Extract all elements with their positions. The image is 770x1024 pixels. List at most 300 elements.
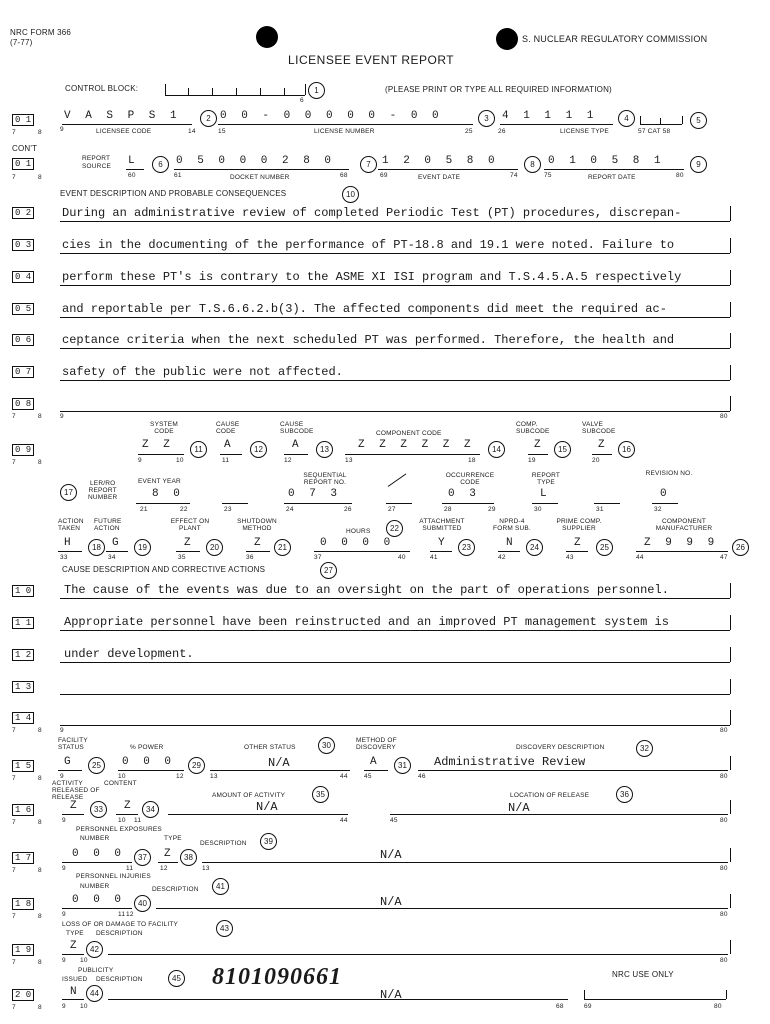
field-number-circle: 17 — [60, 484, 77, 501]
method-label: METHOD OF DISCOVERY — [356, 737, 397, 751]
report-type-value: L — [540, 488, 551, 500]
field-underline — [136, 503, 190, 504]
amount-label: AMOUNT OF ACTIVITY — [212, 792, 286, 799]
sequential-value: 0 7 3 — [288, 488, 342, 500]
column-tick-label: 42 — [498, 554, 506, 561]
effect-label: EFFECT ON PLANT — [170, 518, 210, 532]
field-divider — [730, 710, 731, 725]
field-number-circle: 12 — [250, 441, 267, 458]
manufacturer-label: COMPONENT MANUFACTURER — [655, 518, 713, 532]
field-underline — [60, 380, 730, 381]
event-date-value: 1 2 0 5 8 0 — [382, 155, 499, 167]
column-tick-label: 11 — [222, 457, 230, 464]
exposures-type-value: Z — [164, 848, 175, 860]
field-underline — [58, 770, 82, 771]
event-description-heading: EVENT DESCRIPTION AND PROBABLE CONSEQUENCES — [60, 189, 287, 198]
hours-value: 0 0 0 0 — [320, 537, 395, 549]
line-number: 0 5 — [12, 303, 34, 315]
licensee-code-value: V A S P S 1 — [64, 110, 181, 122]
field-number-circle: 22 — [386, 520, 403, 537]
column-tick-label: 80 — [720, 865, 728, 872]
other-status-value: N/A — [268, 756, 290, 770]
column-tick-label: 7 — [12, 775, 16, 782]
cause-line: Appropriate personnel have been reinstructed and an improved PT management system is — [64, 615, 669, 629]
field-number-circle: 45 — [168, 970, 185, 987]
line-number: 0 2 — [12, 207, 34, 219]
field-underline — [592, 454, 612, 455]
exposures-number-label: NUMBER — [80, 835, 110, 842]
future-action-value: G — [112, 537, 123, 549]
injuries-number-value: 0 0 0 — [72, 894, 126, 906]
field-divider — [730, 800, 731, 814]
field-underline — [640, 124, 682, 125]
column-tick-label: 46 — [418, 773, 426, 780]
field-divider — [730, 894, 731, 908]
column-tick-label: 9 — [60, 727, 64, 734]
field-underline — [60, 221, 730, 222]
field-divider — [730, 365, 731, 380]
column-tick-label: 41 — [430, 554, 438, 561]
column-tick-label: 45 — [390, 817, 398, 824]
docket-stamp: 8101090661 — [212, 964, 342, 990]
shutdown-value: Z — [254, 537, 265, 549]
location-label: LOCATION OF RELEASE — [510, 792, 590, 799]
field-underline — [532, 503, 558, 504]
field-number-circle: 43 — [216, 920, 233, 937]
line-number: 1 6 — [12, 804, 34, 816]
field-divider — [730, 756, 731, 770]
column-tick-label: 11 — [134, 817, 142, 824]
occurrence-code-label: OCCURRENCE CODE — [445, 472, 495, 486]
cause-code-label: CAUSE CODE — [216, 421, 240, 435]
line-number: 1 7 — [12, 852, 34, 864]
field-underline — [62, 908, 132, 909]
field-underline — [176, 551, 200, 552]
column-tick-label: 7 — [12, 129, 16, 136]
field-underline — [544, 169, 684, 170]
field-number-circle: 38 — [180, 849, 197, 866]
nprd-value: N — [506, 537, 517, 549]
column-tick-label: 7 — [12, 959, 16, 966]
cause-subcode-label: CAUSE SUBCODE — [280, 421, 314, 435]
column-tick-label: 9 — [138, 457, 142, 464]
exposures-desc-value: N/A — [380, 848, 402, 862]
facility-status-value: G — [64, 756, 75, 768]
publicity-heading: PUBLICITY — [78, 967, 114, 974]
field-number-circle: 34 — [142, 801, 159, 818]
exposures-number-value: 0 0 0 — [72, 848, 126, 860]
column-tick-label: 19 — [528, 457, 536, 464]
column-tick-label: 10 — [80, 957, 88, 964]
column-tick-label: 80 — [720, 911, 728, 918]
cause-subcode-value: A — [292, 439, 303, 451]
column-tick-label: 8 — [38, 913, 42, 920]
license-type-value: 4 1 1 1 1 — [502, 110, 598, 122]
field-underline — [108, 954, 728, 955]
column-tick-label: 13 — [210, 773, 218, 780]
column-tick-label: 13 — [202, 865, 210, 872]
column-tick-label: 7 — [12, 819, 16, 826]
column-tick-label: 11 — [118, 911, 126, 918]
column-tick-label: 36 — [246, 554, 254, 561]
column-tick-label: 24 — [286, 506, 294, 513]
column-tick-label: 29 — [488, 506, 496, 513]
column-tick-label: 12 — [160, 865, 168, 872]
column-tick-label: 44 — [636, 554, 644, 561]
line-number: 0 8 — [12, 398, 34, 410]
damage-type-value: Z — [70, 940, 81, 952]
component-code-label: COMPONENT CODE — [376, 430, 442, 437]
manufacturer-value: Z 9 9 9 — [644, 537, 719, 549]
column-tick-label: 7 — [12, 727, 16, 734]
line-number: 0 9 — [12, 444, 34, 456]
column-tick-label: 12 — [126, 911, 134, 918]
line-number: 1 8 — [12, 898, 34, 910]
field-underline — [498, 551, 520, 552]
damage-desc-label: DESCRIPTION — [96, 930, 143, 937]
field-divider — [305, 84, 306, 95]
column-tick-label: 47 — [720, 554, 728, 561]
system-code-value: Z Z — [142, 439, 174, 451]
column-tick-label: 14 — [188, 128, 196, 135]
field-underline — [60, 285, 730, 286]
field-number-circle: 20 — [206, 539, 223, 556]
field-underline — [364, 770, 388, 771]
column-tick-label: 34 — [108, 554, 116, 561]
docket-number-value: 0 5 0 0 0 2 8 0 — [176, 155, 336, 167]
event-year-value: 8 0 — [152, 488, 184, 500]
amount-value: N/A — [256, 800, 278, 814]
field-underline — [116, 814, 138, 815]
report-source-value: L — [128, 155, 139, 167]
column-tick-label: 9 — [62, 911, 66, 918]
description-line: cies in the documenting of the performance of PT-18.8 and 19.1 were noted. Failure to — [62, 238, 675, 252]
valve-subcode-label: VALVE SUBCODE — [582, 421, 616, 435]
prime-supplier-label: PRIME COMP. SUPPLIER — [556, 518, 602, 532]
column-tick-label: 74 — [510, 172, 518, 179]
column-tick-label: 9 — [60, 126, 64, 133]
publicity-issued-label: ISSUED — [62, 976, 88, 983]
column-tick-label: 6 — [300, 97, 304, 104]
form-number: NRC FORM 366 (7-77) — [10, 28, 72, 47]
column-tick-label: 10 — [80, 1003, 88, 1010]
power-value: 0 0 0 — [122, 756, 176, 768]
field-underline — [60, 348, 730, 349]
line-number: 1 5 — [12, 760, 34, 772]
field-underline — [60, 598, 730, 599]
field-number-circle: 10 — [342, 186, 359, 203]
form-mark — [388, 473, 407, 486]
column-tick-label: 13 — [345, 457, 353, 464]
description-line: perform these PT's is contrary to the ASME XI ISI program and T.S.4.5.A.5 respectively — [62, 270, 682, 284]
column-tick-label: 7 — [12, 174, 16, 181]
column-tick-label: 80 — [720, 817, 728, 824]
content-value: Z — [124, 800, 135, 812]
injuries-number-label: NUMBER — [80, 883, 110, 890]
field-number-circle: 5 — [690, 112, 707, 129]
field-divider — [730, 238, 731, 253]
cat-label: 57 CAT 58 — [638, 128, 671, 135]
line-number: 1 4 — [12, 712, 34, 724]
column-tick-label: 21 — [140, 506, 148, 513]
field-underline — [284, 454, 308, 455]
field-underline — [62, 862, 132, 863]
field-number-circle: 4 — [618, 110, 635, 127]
column-tick-label: 23 — [224, 506, 232, 513]
nprd-label: NPRD-4 FORM SUB. — [493, 518, 531, 532]
column-tick-label: 8 — [38, 129, 42, 136]
field-number-circle: 32 — [636, 740, 653, 757]
content-label: CONTENT — [104, 780, 137, 787]
column-tick-label: 45 — [364, 773, 372, 780]
field-number-circle: 2 — [200, 110, 217, 127]
field-underline — [60, 411, 730, 412]
injuries-desc-value: N/A — [380, 895, 402, 909]
field-number-circle: 24 — [526, 539, 543, 556]
column-tick-label: 9 — [60, 413, 64, 420]
injuries-desc-label: DESCRIPTION — [152, 886, 199, 893]
column-tick-label: 43 — [566, 554, 574, 561]
field-divider — [236, 88, 237, 95]
field-number-circle: 44 — [86, 985, 103, 1002]
column-tick-label: 44 — [340, 817, 348, 824]
injuries-heading: PERSONNEL INJURIES — [76, 873, 151, 880]
field-number-circle: 19 — [134, 539, 151, 556]
field-number-circle: 11 — [190, 441, 207, 458]
field-underline — [60, 317, 730, 318]
column-tick-label: 32 — [654, 506, 662, 513]
column-tick-label: 80 — [676, 172, 684, 179]
field-underline — [126, 169, 144, 170]
field-underline — [60, 725, 730, 726]
exposures-desc-label: DESCRIPTION — [200, 840, 247, 847]
line-number: 0 1 — [12, 114, 34, 126]
field-underline — [58, 551, 82, 552]
field-underline — [60, 662, 730, 663]
field-number-circle: 8 — [524, 156, 541, 173]
field-underline — [430, 551, 452, 552]
damage-type-label: TYPE — [66, 930, 84, 937]
column-tick-label: 80 — [720, 727, 728, 734]
activity-released-label: ACTIVITY RELEASED OF RELEASE — [52, 780, 100, 801]
column-tick-label: 8 — [38, 727, 42, 734]
column-tick-label: 10 — [118, 817, 126, 824]
field-number-circle: 27 — [320, 562, 337, 579]
field-divider — [730, 848, 731, 862]
damage-heading: LOSS OF OR DAMAGE TO FACILITY — [62, 921, 179, 928]
column-tick-label: 25 — [465, 128, 473, 135]
field-underline — [218, 124, 473, 125]
column-tick-label: 9 — [62, 817, 66, 824]
docket-number-label: DOCKET NUMBER — [230, 174, 290, 181]
column-tick-label: 18 — [468, 457, 476, 464]
column-tick-label: 22 — [180, 506, 188, 513]
publicity-issued-value: N — [70, 986, 81, 998]
column-tick-label: 69 — [380, 172, 388, 179]
field-number-circle: 6 — [152, 156, 169, 173]
field-underline — [386, 503, 412, 504]
column-tick-label: 11 — [126, 865, 134, 872]
field-divider — [165, 84, 166, 95]
field-divider — [726, 990, 727, 999]
column-tick-label: 37 — [314, 554, 322, 561]
exposures-type-label: TYPE — [164, 835, 182, 842]
cause-code-value: A — [224, 439, 235, 451]
column-tick-label: 80 — [720, 957, 728, 964]
report-type-label: REPORT TYPE — [531, 472, 561, 486]
instructions: (PLEASE PRINT OR TYPE ALL REQUIRED INFORMATION) — [385, 85, 612, 94]
field-divider — [730, 615, 731, 630]
punch-hole — [496, 28, 518, 50]
column-tick-label: 20 — [592, 457, 600, 464]
field-divider — [730, 206, 731, 221]
column-tick-label: 44 — [340, 773, 348, 780]
description-line: and reportable per T.S.6.6.2.b(3). The affected components did meet the required ac- — [62, 302, 667, 316]
field-underline — [210, 770, 350, 771]
occurrence-value: 0 3 — [448, 488, 480, 500]
column-tick-label: 7 — [12, 1004, 16, 1011]
comp-subcode-label: COMP. SUBCODE — [516, 421, 550, 435]
field-underline — [652, 503, 678, 504]
hours-label: HOURS — [346, 528, 371, 535]
field-underline — [60, 630, 730, 631]
valve-subcode-value: Z — [598, 439, 609, 451]
system-code-label: SYSTEM CODE — [150, 421, 178, 435]
field-underline — [378, 169, 518, 170]
revision-value: 0 — [660, 488, 671, 500]
facility-status-label: FACILITY STATUS — [58, 737, 88, 751]
field-underline — [108, 999, 568, 1000]
cause-line: The cause of the events was due to an oversight on the part of operations personnel. — [64, 583, 669, 597]
field-divider — [730, 302, 731, 317]
page-title: LICENSEE EVENT REPORT — [288, 53, 455, 67]
field-underline — [566, 551, 588, 552]
field-number-circle: 13 — [316, 441, 333, 458]
field-underline — [62, 814, 84, 815]
column-tick-label: 69 — [584, 1003, 592, 1010]
agency-name: S. NUCLEAR REGULATORY COMMISSION — [522, 34, 708, 44]
field-underline — [284, 503, 352, 504]
nrc-use-field — [584, 999, 726, 1000]
field-number-circle: 30 — [318, 737, 335, 754]
report-date-label: REPORT DATE — [588, 174, 636, 181]
field-number-circle: 21 — [274, 539, 291, 556]
field-underline — [220, 454, 242, 455]
field-number-circle: 14 — [488, 441, 505, 458]
marker-circle: 1 — [308, 82, 325, 99]
field-underline — [594, 503, 620, 504]
column-tick-label: 28 — [444, 506, 452, 513]
column-tick-label: 8 — [38, 819, 42, 826]
field-number-circle: 25 — [88, 757, 105, 774]
attachment-value: Y — [438, 537, 449, 549]
column-tick-label: 8 — [38, 413, 42, 420]
column-tick-label: 68 — [556, 1003, 564, 1010]
field-underline — [156, 908, 728, 909]
field-underline — [118, 770, 184, 771]
column-tick-label: 8 — [38, 959, 42, 966]
description-line: safety of the public were not affected. — [62, 365, 343, 379]
punch-hole — [256, 26, 278, 48]
future-action-label: FUTURE ACTION — [94, 518, 122, 532]
column-tick-label: 9 — [60, 773, 64, 780]
event-date-label: EVENT DATE — [418, 174, 461, 181]
field-number-circle: 41 — [212, 878, 229, 895]
field-underline — [314, 551, 410, 552]
action-taken-label: ACTION TAKEN — [58, 518, 84, 532]
field-divider — [584, 990, 585, 999]
line-number: 0 7 — [12, 366, 34, 378]
publicity-desc-value: N/A — [380, 988, 402, 1002]
column-tick-label: 8 — [38, 174, 42, 181]
field-number-circle: 37 — [134, 849, 151, 866]
field-underline — [168, 814, 348, 815]
activity-released-value: Z — [70, 800, 81, 812]
field-divider — [730, 940, 731, 954]
field-number-circle: 33 — [90, 801, 107, 818]
field-divider — [730, 647, 731, 662]
location-value: N/A — [508, 801, 530, 815]
column-tick-label: 75 — [544, 172, 552, 179]
column-tick-label: 80 — [720, 413, 728, 420]
line-number: 0 4 — [12, 271, 34, 283]
field-underline — [345, 454, 480, 455]
comp-subcode-value: Z — [534, 439, 545, 451]
field-divider — [212, 88, 213, 95]
field-underline — [442, 503, 494, 504]
shutdown-label: SHUTDOWN METHOD — [237, 518, 277, 532]
field-divider — [730, 396, 731, 411]
field-number-circle: 15 — [554, 441, 571, 458]
field-number-circle: 36 — [616, 786, 633, 803]
field-underline — [246, 551, 270, 552]
column-tick-label: 26 — [498, 128, 506, 135]
column-tick-label: 80 — [720, 773, 728, 780]
column-tick-label: 12 — [176, 773, 184, 780]
method-value: A — [370, 756, 381, 768]
column-tick-label: 26 — [344, 506, 352, 513]
effect-value: Z — [184, 537, 195, 549]
license-type-label: LICENSE TYPE — [560, 128, 609, 135]
field-underline — [500, 124, 613, 125]
field-divider — [188, 88, 189, 95]
other-status-label: OTHER STATUS — [244, 744, 296, 751]
field-divider — [660, 118, 661, 124]
column-tick-label: 80 — [714, 1003, 722, 1010]
exposures-heading: PERSONNEL EXPOSURES — [76, 826, 162, 833]
field-underline — [62, 954, 84, 955]
field-divider — [682, 116, 683, 124]
control-block-label: CONTROL BLOCK: — [65, 84, 139, 93]
field-number-circle: 3 — [478, 110, 495, 127]
field-divider — [730, 583, 731, 598]
line-number: 0 6 — [12, 334, 34, 346]
line-number: 0 3 — [12, 239, 34, 251]
power-label: % POWER — [130, 744, 164, 751]
field-underline — [158, 862, 178, 863]
column-tick-label: 60 — [128, 172, 136, 179]
field-underline — [60, 694, 730, 695]
field-underline — [418, 770, 728, 771]
field-number-circle: 23 — [458, 539, 475, 556]
field-number-circle: 25 — [596, 539, 613, 556]
ler-label: LER/RO REPORT NUMBER — [88, 480, 118, 501]
line-number: 1 9 — [12, 944, 34, 956]
column-tick-label: 8 — [38, 459, 42, 466]
field-underline — [222, 503, 248, 504]
sequential-label: SEQUENTIAL REPORT NO. — [303, 472, 347, 486]
column-tick-label: 8 — [38, 775, 42, 782]
